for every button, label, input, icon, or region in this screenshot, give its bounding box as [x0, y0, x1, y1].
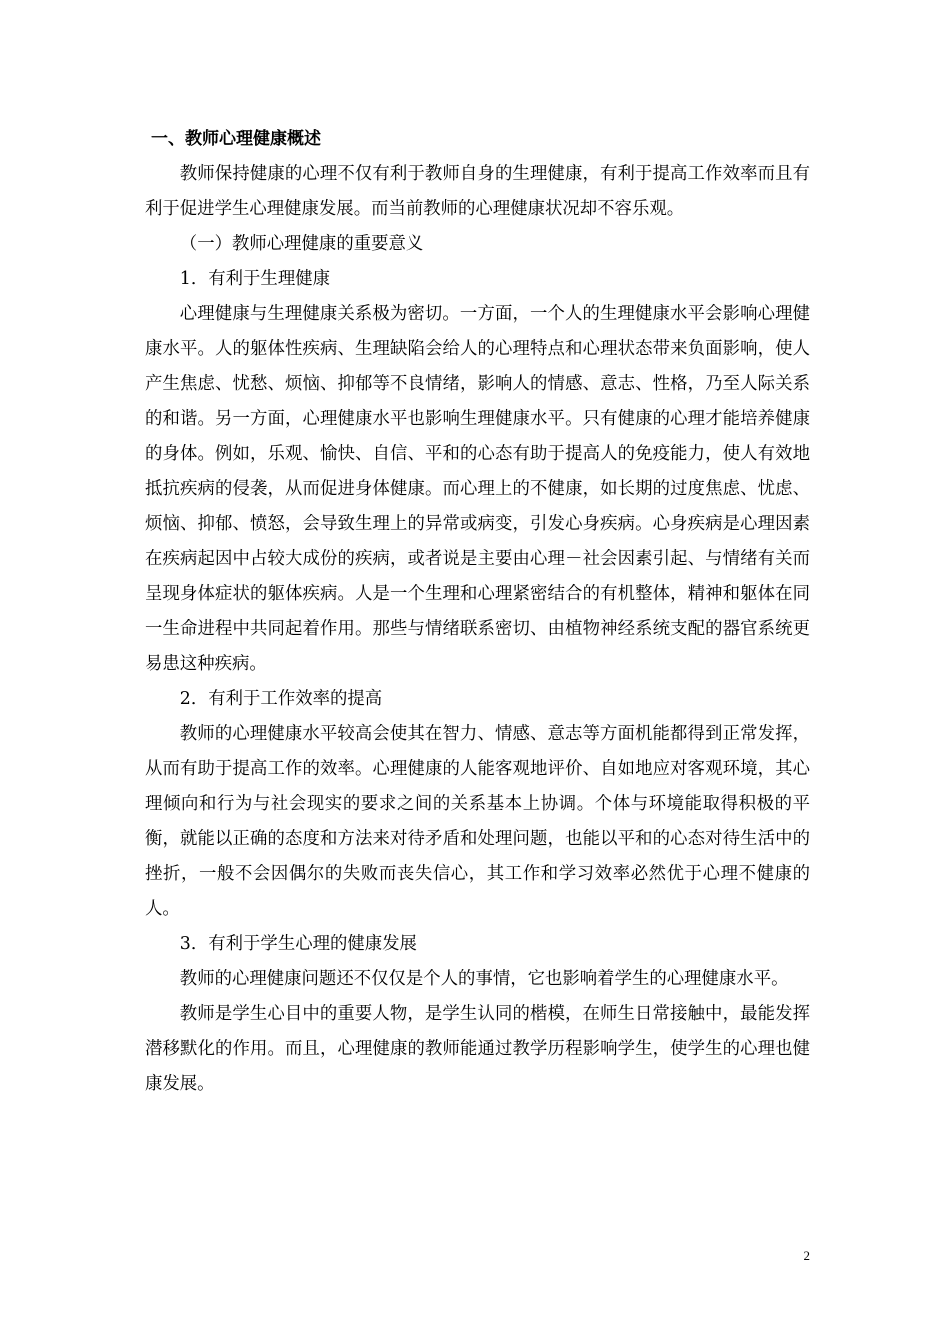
item3-paragraph-1: 教师的心理健康问题还不仅仅是个人的事情，它也影响着学生的心理健康水平。	[179, 969, 789, 989]
page-number: 2	[803, 1248, 810, 1263]
intro-paragraph: 教师保持健康的心理不仅有利于教师自身的生理健康，有利于提高工作效率而且有利于促进学生心理健康发展。而当前教师的心理健康状况却不容乐观。	[145, 164, 810, 219]
item2-paragraph: 教师的心理健康水平较高会使其在智力、情感、意志等方面机能都得到正常发挥，从而有助于提高工作的效率。心理健康的人能客观地评价、自如地应对客观环境，其心理倾向和行为与社会现实的要求之间的关系基本上协调。个体与环境能取得积极的平衡，就能以正确的态度和方法来对待矛盾和处理问题，也能以平和的心态对待生活中的挫折，一般不会因偶尔的失败而丧失信心，其工作和学习效率必然优于心理不健康的人。	[145, 724, 810, 919]
document-body	[145, 122, 810, 1102]
item2-title: 2．有利于工作效率的提高	[179, 689, 383, 709]
item3-paragraph-2: 教师是学生心目中的重要人物，是学生认同的楷模，在师生日常接触中，最能发挥潜移默化的作用。而且，心理健康的教师能通过教学历程影响学生，使学生的心理也健康发展。	[145, 1004, 810, 1094]
chapter-heading: 一、教师心理健康概述	[151, 129, 321, 149]
item3-title: 3．有利于学生心理的健康发展	[179, 934, 417, 954]
item1-title: 1．有利于生理健康	[179, 269, 330, 289]
section-title: （一）教师心理健康的重要意义	[179, 234, 424, 254]
item1-paragraph: 心理健康与生理健康关系极为密切。一方面，一个人的生理健康水平会影响心理健康水平。人的躯体性疾病、生理缺陷会给人的心理特点和心理状态带来负面影响，使人产生焦虑、忧愁、烦恼、抑郁等不良情绪，影响人的情感、意志、性格，乃至人际关系的和谐。另一方面，心理健康水平也影响生理健康水平。只有健康的心理才能培养健康的身体。例如，乐观、愉快、自信、平和的心态有助于提高人的免疫能力，使人有效地抵抗疾病的侵袭，从而促进身体健康。而心理上的不健康，如长期的过度焦虑、忧虑、烦恼、抑郁、愤怒，会导致生理上的异常或病变，引发心身疾病。心身疾病是心理因素在疾病起因中占较大成份的疾病，或者说是主要由心理－社会因素引起、与情绪有关而呈现身体症状的躯体疾病。人是一个生理和心理紧密结合的有机整体，精神和躯体在同一生命进程中共同起着作用。那些与情绪联系密切、由植物神经系统支配的器官系统更易患这种疾病。	[145, 304, 810, 674]
